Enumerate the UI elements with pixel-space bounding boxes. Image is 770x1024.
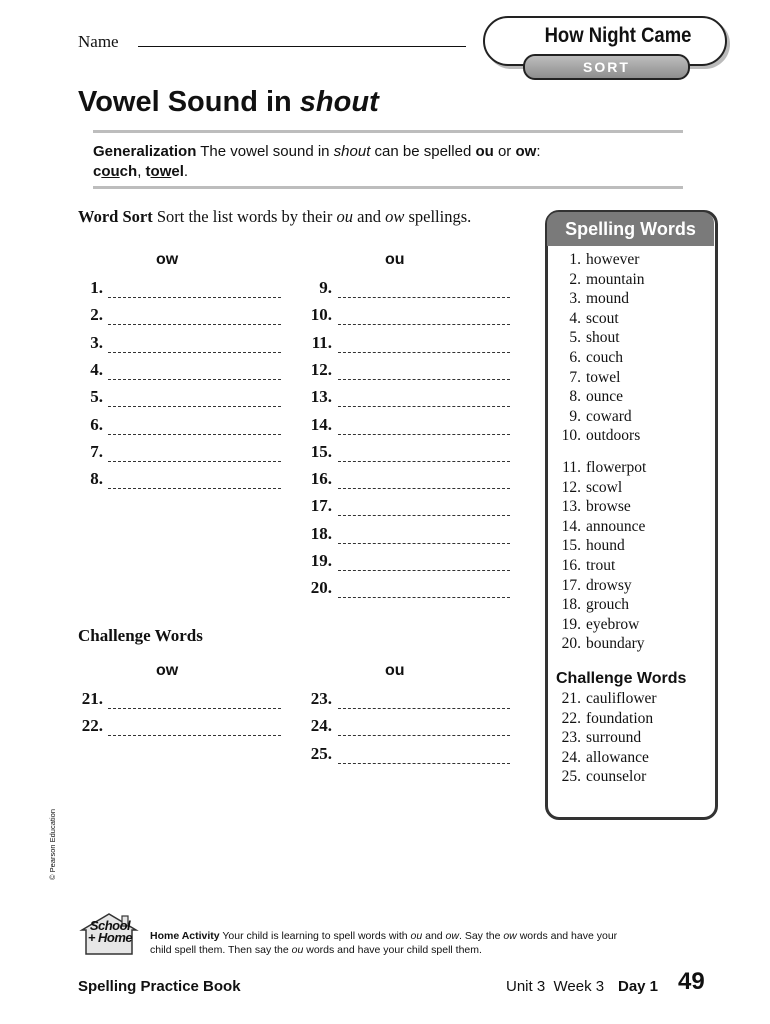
answer-number: 18. <box>310 523 332 543</box>
spelling-word-item <box>556 388 623 406</box>
spelling-word-number: 18. <box>561 596 581 614</box>
spelling-word-item <box>556 537 625 555</box>
spelling-word-number: 22. <box>561 709 581 727</box>
spelling-word-number: 25. <box>561 768 581 786</box>
answer-blank[interactable] <box>108 352 281 353</box>
ow-column-header: ow <box>156 251 179 268</box>
ex2-b: ow <box>150 163 172 180</box>
home-activity <box>150 929 710 957</box>
book-title: Spelling Practice Book <box>78 978 241 995</box>
page-title <box>78 86 379 119</box>
ha-ow2: ow <box>503 930 517 942</box>
spelling-word: scout <box>586 309 619 327</box>
challenge-words-title: Challenge Words <box>556 670 687 687</box>
answer-blank[interactable] <box>108 488 281 489</box>
answer-number: 14. <box>310 414 332 434</box>
generalization <box>93 142 683 182</box>
unit-week: Unit 3 Week 3 <box>506 978 605 995</box>
answer-number: 1. <box>90 278 103 297</box>
gen-ow: ow <box>515 143 537 160</box>
spelling-word: ounce <box>586 388 624 406</box>
answer-number: 15. <box>310 441 332 461</box>
spelling-word-number: 13. <box>561 498 581 516</box>
home-activity-label: Home Activity <box>150 930 220 942</box>
answer-number: 4. <box>90 359 103 379</box>
answer-number: 25. <box>310 743 332 763</box>
ou-column-header: ou <box>385 251 405 268</box>
answer-number: 13. <box>310 387 332 407</box>
page-title-word: shout <box>299 86 379 118</box>
ws-ou: ou <box>336 207 353 226</box>
answer-number: 8. <box>90 469 103 489</box>
answer-blank[interactable] <box>108 735 281 736</box>
spelling-word-number: 11. <box>562 459 581 476</box>
answer-number: 9. <box>319 278 332 297</box>
spelling-word-number: 4. <box>569 309 581 327</box>
word-sort-label: Word Sort <box>78 207 153 226</box>
sort-badge: SORT <box>523 54 690 80</box>
spelling-word-item <box>556 349 623 367</box>
spelling-word-number: 2. <box>569 270 581 288</box>
answer-blank[interactable] <box>338 708 510 709</box>
spelling-word-item <box>556 616 639 634</box>
spelling-word: flowerpot <box>586 459 647 476</box>
spelling-word-item <box>556 290 629 308</box>
spelling-word: outdoors <box>586 427 641 445</box>
spelling-word: grouch <box>586 596 630 614</box>
spelling-word: boundary <box>586 635 645 653</box>
answer-blank[interactable] <box>338 434 510 435</box>
copyright: © Pearson Education <box>48 809 57 880</box>
answer-blank[interactable] <box>338 297 510 298</box>
challenge-ow-header: ow <box>156 662 179 679</box>
spelling-word-item <box>556 768 646 786</box>
spelling-word-number: 21. <box>561 690 581 707</box>
spelling-word-number: 19. <box>561 615 581 633</box>
school-home-logo <box>76 910 142 954</box>
ex2-c: el <box>171 163 184 180</box>
answer-blank[interactable] <box>338 763 510 764</box>
answer-blank[interactable] <box>108 297 281 298</box>
spelling-word-item <box>556 329 620 347</box>
ws-text2: spellings. <box>404 207 472 226</box>
spelling-word-item <box>556 271 645 289</box>
answer-blank[interactable] <box>108 708 281 709</box>
spelling-word: browse <box>586 498 631 516</box>
answer-blank[interactable] <box>108 324 281 325</box>
ws-text1: Sort the list words by their <box>152 207 337 226</box>
spelling-word-item <box>556 749 649 767</box>
word-sort-instructions <box>78 207 471 227</box>
spelling-word: drowsy <box>586 576 632 594</box>
answer-number: 23. <box>310 689 332 708</box>
gen-ou: ou <box>475 143 494 160</box>
spelling-word: announce <box>586 517 646 535</box>
ha-t5: child spell them. Then say the <box>150 944 292 956</box>
challenge-words-label: Challenge Words <box>78 626 203 645</box>
gen-colon: : <box>536 143 541 160</box>
spelling-word-item <box>556 635 645 653</box>
selection-title: How Night Came <box>544 24 692 47</box>
spelling-word-item <box>556 690 657 708</box>
spelling-word: towel <box>586 368 621 386</box>
spelling-word-number: 23. <box>561 729 581 747</box>
spelling-word: trout <box>586 557 616 574</box>
spelling-word: allowance <box>586 748 649 766</box>
ex1-c: ch <box>119 163 138 180</box>
ha-t1: Your child is learning to spell words with <box>219 930 411 942</box>
spelling-word-number: 10. <box>561 427 581 445</box>
ha-ou2: ou <box>291 944 304 956</box>
spelling-word-number: 24. <box>561 748 581 766</box>
spelling-word-item <box>556 518 645 536</box>
spelling-word: cauliflower <box>586 690 657 707</box>
spelling-word-number: 17. <box>561 576 581 594</box>
page-number: 49 <box>678 968 705 995</box>
answer-number: 17. <box>310 496 332 516</box>
answer-blank[interactable] <box>108 406 281 407</box>
spelling-word-number: 15. <box>561 537 581 555</box>
logo-line2: + Home <box>87 930 133 945</box>
answer-number: 12. <box>310 359 332 379</box>
example-couch <box>93 163 137 180</box>
answer-blank[interactable] <box>338 570 510 571</box>
answer-blank[interactable] <box>338 352 510 353</box>
answer-blank[interactable] <box>338 379 510 380</box>
spelling-word: eyebrow <box>586 615 640 633</box>
spelling-word-item <box>556 251 639 269</box>
answer-blank[interactable] <box>108 461 281 462</box>
spelling-word: counselor <box>586 768 647 786</box>
logo-line1: School <box>89 918 131 933</box>
answer-blank[interactable] <box>338 597 510 598</box>
ha-ou: ou <box>410 930 423 942</box>
answer-number: 21. <box>81 689 103 708</box>
spelling-word-number: 8. <box>569 388 581 406</box>
day-label: Day 1 <box>618 978 659 995</box>
example-towel <box>146 163 184 180</box>
answer-blank[interactable] <box>338 461 510 462</box>
logo-text <box>82 920 138 944</box>
spelling-word: couch <box>586 349 624 366</box>
spelling-word: however <box>586 251 640 268</box>
page-title-prefix: Vowel Sound in <box>78 86 300 118</box>
spelling-word-number: 7. <box>569 368 581 386</box>
spelling-word-item <box>556 427 640 445</box>
answer-number: 5. <box>90 387 103 407</box>
ws-and: and <box>353 207 386 226</box>
spelling-word: hound <box>586 537 625 555</box>
gen-italic: shout <box>333 143 371 160</box>
ha-t3: . Say the <box>458 930 504 942</box>
gen-comma: , <box>137 163 146 180</box>
answer-blank[interactable] <box>338 406 510 407</box>
ws-ow: ow <box>385 207 405 226</box>
answer-number: 7. <box>90 441 103 461</box>
gen-or: or <box>493 143 516 160</box>
gen-text2: can be spelled <box>370 143 476 160</box>
spelling-word: foundation <box>586 709 654 727</box>
bottom-rule <box>93 186 683 189</box>
spelling-word-item <box>556 710 653 728</box>
spelling-word: coward <box>586 407 632 425</box>
spelling-word: mountain <box>586 270 645 288</box>
spelling-word-item <box>556 369 620 387</box>
answer-number: 22. <box>81 716 103 736</box>
spelling-word-number: 5. <box>569 329 581 347</box>
gen-period: . <box>183 163 189 180</box>
answer-blank[interactable] <box>338 735 510 736</box>
answer-blank[interactable] <box>108 379 281 380</box>
answer-number: 6. <box>90 414 103 434</box>
answer-number: 10. <box>310 305 332 325</box>
answer-number: 19. <box>310 551 332 570</box>
spelling-word: shout <box>586 329 620 347</box>
spelling-word-item <box>556 577 632 595</box>
answer-number: 16. <box>310 469 332 489</box>
spelling-word-number: 14. <box>561 517 581 535</box>
spelling-word-item <box>556 310 619 328</box>
name-label: Name <box>78 32 119 51</box>
spelling-word-item <box>556 479 622 497</box>
spelling-word-number: 9. <box>569 407 581 425</box>
ha-t2: and <box>422 930 446 942</box>
gen-text1: The vowel sound in <box>196 143 334 160</box>
spelling-word-number: 20. <box>561 635 581 653</box>
selection-tab <box>483 16 728 75</box>
spelling-word: scowl <box>586 478 623 496</box>
challenge-ou-header: ou <box>385 662 405 679</box>
spelling-words-title: Spelling Words <box>547 212 714 246</box>
answer-blank[interactable] <box>338 543 510 544</box>
ha-t6: words and have your child spell them. <box>303 944 482 956</box>
spelling-word-item <box>556 596 629 614</box>
ex1-b: ou <box>101 163 120 180</box>
spelling-word-item <box>556 408 632 426</box>
spelling-word: mound <box>586 290 630 308</box>
ha-ow: ow <box>445 930 459 942</box>
spelling-word-number: 16. <box>561 557 581 574</box>
answer-blank[interactable] <box>338 515 510 516</box>
top-rule <box>93 130 683 133</box>
ex2-a: t <box>145 163 151 180</box>
answer-blank[interactable] <box>108 434 281 435</box>
answer-number: 3. <box>90 332 103 352</box>
spelling-word-number: 6. <box>569 349 581 366</box>
spelling-word-item <box>556 557 615 575</box>
answer-number: 24. <box>310 716 332 736</box>
spelling-word-number: 1. <box>569 251 581 268</box>
spelling-word-number: 12. <box>561 478 581 496</box>
answer-number: 20. <box>310 578 332 598</box>
answer-number: 11. <box>311 332 332 352</box>
ha-t4: words and have your <box>516 930 618 942</box>
ex1-a: c <box>93 163 102 180</box>
spelling-word-item <box>556 459 646 477</box>
answer-blank[interactable] <box>338 488 510 489</box>
spelling-word-number: 3. <box>569 290 581 308</box>
answer-number: 2. <box>90 305 103 325</box>
spelling-words-panel <box>545 210 718 820</box>
spelling-word-item <box>556 498 631 516</box>
spelling-word: surround <box>586 729 642 747</box>
name-line[interactable] <box>138 46 466 47</box>
generalization-label: Generalization <box>93 143 197 160</box>
answer-blank[interactable] <box>338 324 510 325</box>
spelling-word-item <box>556 729 641 747</box>
